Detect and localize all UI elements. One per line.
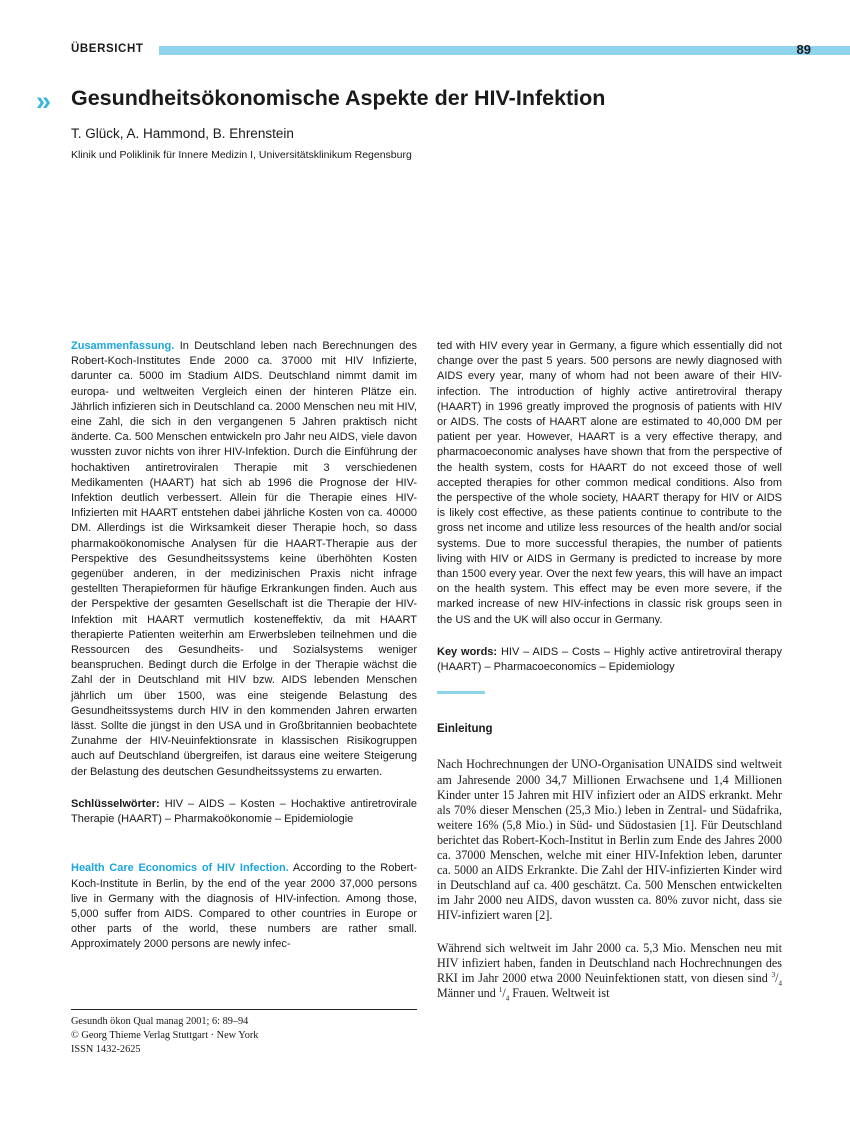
section-label: ÜBERSICHT bbox=[71, 43, 144, 55]
running-header bbox=[71, 42, 811, 60]
affiliation: Klinik und Poliklinik für Innere Medizin I, Universitätsklinikum Regensburg bbox=[71, 149, 412, 161]
einleitung-paragraph-2: Während sich weltweit im Jahr 2000 ca. 5,3 Mio. Menschen neu mit HIV infiziert haben, fanden in Deutschland nach Hochrechnungen des RKI im Jahr 2000 etwa 2000 Neuinfektionen statt, von diesen sind $^3/_4$ Männer und $^1/_4$ Frauen. Weltweit ist bbox=[437, 940, 782, 1003]
english-abstract-text: According to the Robert-Koch-Institute in Berlin, by the end of the year 2000 37,000 persons live in Germany with the diagnosis of HIV-infection. Among those, 5,000 suffer from AIDS. Compared to other countries in Europe or other parts of the world, these numbers are rather small. Approximately 2000 persons are newly infec- bbox=[71, 862, 417, 951]
authors: T. Glück, A. Hammond, B. Ehrenstein bbox=[71, 126, 294, 141]
german-keywords-label: Schlüsselwörter: bbox=[71, 797, 160, 810]
german-abstract-text: In Deutschland leben nach Berechnungen des Robert-Koch-Institutes Ende 2000 ca. 37000 mit HIV Infizierte, darunter ca. 5000 im Stadium AIDS. Deutschland nimmt damit im europa- und weltweiten Vergleich einen der hinteren Plätze ein. Jährlich infizieren sich in Deutschland ca. 2000 Menschen neu mit HIV, eine Zahl, die sich in den vergangenen 5 Jahren praktisch nicht änderte. Ca. 500 Menschen entwickeln pro Jahr neu AIDS, viele davon wussten zuvor nichts von ihrer HIV-Infektion. Durch die Einführung der hochaktiven antiretroviralen Therapie mit 3 verschiedenen Medikamenten (HAART) hat sich ab 1996 die Prognose der HIV-Infektion deutlich verbessert. Allein für die Therapie eines HIV-Infizierten mit HAART entstehen dabei jährliche Kosten von ca. 40000 DM. Allerdings ist die Wirksamkeit dieser Therapie hoch, so dass pharmakoökonomische Analysen für die HAART-Therapie aus der Perspektive des Gesundheitssystems keine überhöhten Kosten gegenüber anderen, in der medizinischen Praxis nicht infrage gestellten Therapieformen für häufige Erkrankungen finden. Auch aus der Perspektive der gesamten Gesellschaft ist die Therapie der HIV-Infektion mit HAART vermutlich kosteneffektiv, da mit HAART therapierte Patienten weiterhin am Erwerbsleben teilnehmen und die Ressourcen des Gesundheits- und Sozialsystems weniger beanspruchen. Bedingt durch die Erfolge in der Therapie wächst die Zahl der in Deutschland mit HIV bzw. AIDS lebenden Menschen jährlich um über 1500, was eine steigende Belastung des Gesundheitssystems durch HIV in den kommenden Jahren erwarten lässt. Sollte die jüngst in den USA und in Großbritannien beobachtete Zunahme der HIV-Neuinfektionsrate in klassischen Risikogruppen auch auf Deutschland übergreifen, ist daraus eine weitere Steigerung der Belastung des deutschen Gesundheitssystems zu erwarten. bbox=[71, 340, 417, 778]
english-keywords bbox=[437, 645, 782, 675]
german-keywords bbox=[71, 797, 417, 827]
einleitung-paragraph-1: Nach Hochrechnungen der UNO-Organisation UNAIDS sind weltweit am Jahresende 2000 34,7 Millionen Erwachsene und 1,4 Millionen Kinder unter 15 Jahren mit HIV infiziert oder an AIDS erkrankt. Mehr als 70% dieser Menschen (25,3 Mio.) leben in Zentral- und Südafrika, weitere 16% (5,8 Mio.) in Süd- und Südostasien [1]. Für Deutschland berichtet das Robert-Koch-Institut in Berlin zum Ende des Jahres 2000 ca. 37000 Menschen, welche mit einer HIV-Infektion leben, darunter ca. 5000 an AIDS Erkrankte. Die Zahl der HIV-infizierten Kinder wird in Deutschland auf ca. 400 geschätzt. Ca. 500 Menschen entwickelten im Jahr 2000 neu AIDS, davon wussten ca. 80% zuvor nicht, dass sie HIV-infiziert waren [2]. bbox=[437, 757, 782, 923]
citation-footer bbox=[71, 1009, 417, 1057]
page-number: 89 bbox=[796, 42, 811, 57]
section-divider bbox=[437, 691, 485, 694]
publisher-line: © Georg Thieme Verlag Stuttgart · New York bbox=[71, 1030, 259, 1041]
english-keywords-text: HIV – AIDS – Costs – Highly active antiretroviral therapy (HAART) – Pharmacoeconomics – Epidemiology bbox=[437, 645, 782, 674]
article-title: Gesundheitsökonomische Aspekte der HIV-Infektion bbox=[71, 86, 606, 110]
left-column bbox=[71, 339, 417, 953]
german-abstract bbox=[71, 339, 417, 780]
header-rule bbox=[159, 46, 850, 55]
title-guillemet-icon: » bbox=[36, 86, 49, 116]
english-abstract-continued: ted with HIV every year in Germany, a figure which essentially did not change over the past 5 years. 500 persons are newly diagnosed with AIDS every year, many of whom had not been aware of their HIV-infection. The introduction of highly active antiretroviral therapy (HAART) in 1996 greatly improved the prognosis of patients with HIV or AIDS. The costs of HAART alone are estimated to 40,000 DM per patient per year. However, HAART is a very effective therapy, and pharmacoeconomic analyses have shown that from the perspective of the health system, costs for HAART do not exceed those of well accepted therapies for other common medical conditions. Also from the perspective of the whole society, HAART therapy for HIV or AIDS is likely cost effective, as these patients continue to contribute to the gross net income and utilize less resources of the health and/or social systems. Due to more successful therapies, the number of patients living with HIV or AIDS in Germany is predicted to increase by more than 1500 every year. Over the next few years, this will have an impact on the health system. This effect may be even more severe, if the marked increase of new HIV-infections in classic risk groups seen in the US and the UK will also occur in Germany. bbox=[437, 340, 782, 626]
english-abstract bbox=[71, 861, 417, 952]
english-keywords-label: Key words: bbox=[437, 645, 498, 658]
english-abstract-label: Health Care Economics of HIV Infection. bbox=[71, 862, 289, 875]
einleitung-heading: Einleitung bbox=[437, 723, 493, 736]
german-keywords-text: HIV – AIDS – Kosten – Hochaktive antiretrovirale Therapie (HAART) – Pharmakoökonomie – Epidemiologie bbox=[71, 797, 418, 826]
right-column bbox=[437, 339, 782, 1001]
german-abstract-label: Zusammenfassung. bbox=[71, 340, 175, 352]
issn-line: ISSN 1432-2625 bbox=[71, 1044, 141, 1055]
journal-citation: Gesundh ökon Qual manag 2001; 6: 89–94 bbox=[71, 1016, 249, 1027]
